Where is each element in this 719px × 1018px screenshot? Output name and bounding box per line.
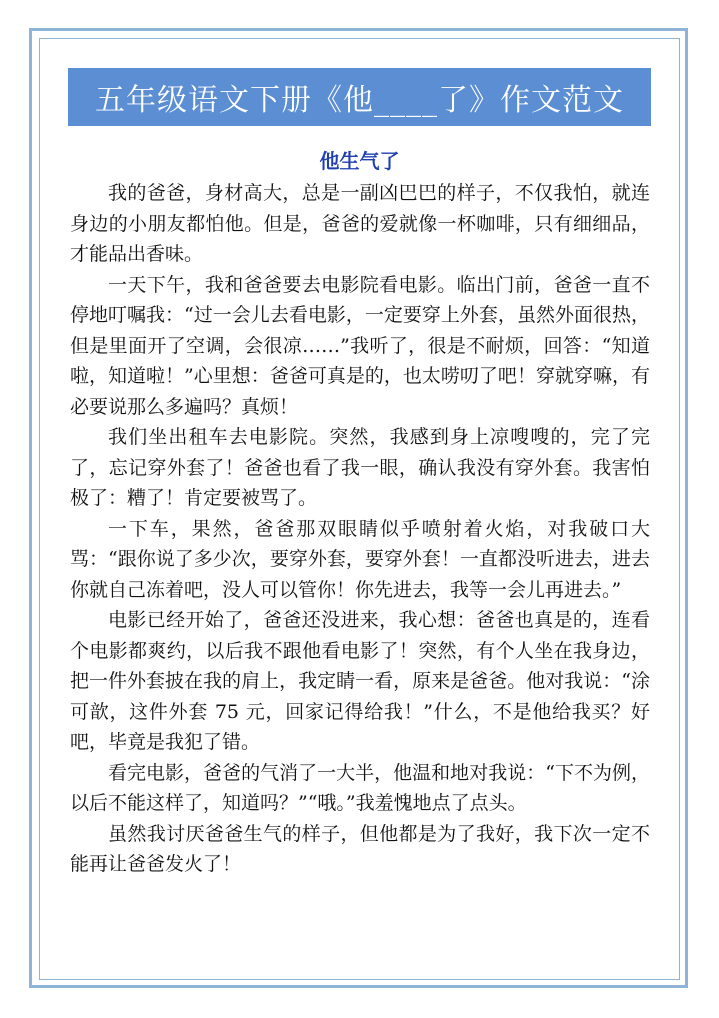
paragraph: 一天下午，我和爸爸要去电影院看电影。临出门前，爸爸一直不停地叮嘱我：“过一会儿去看电影，一定要穿上外套，虽然外面很热，但是里面开了空调，会很凉……”我听了，很是不耐烦，回答：“知道啦，知道啦！”心里想：爸爸可真是的，也太唠叨了吧！穿就穿嘛，有必要说那么多遍吗？真烦！ [70, 273, 650, 418]
header-title: 五年级语文下册《他____了》作文范文 [95, 83, 624, 118]
paragraph: 我的爸爸，身材高大，总是一副凶巴巴的样子，不仅我怕，就连身边的小朋友都怕他。但是，爸爸的爱就像一杯咖啡，只有细细品，才能品出香味。 [70, 182, 650, 265]
essay-title: 他生气了 [319, 149, 400, 173]
essay-body [70, 178, 650, 880]
paragraph: 虽然我讨厌爸爸生气的样子，但他都是为了我好，我下次一定不能再让爸爸发火了！ [70, 822, 650, 875]
paragraph: 我们坐出租车去电影院。突然，我感到身上凉嗖嗖的，完了完了，忘记穿外套了！爸爸也看了我一眼，确认我没有穿外套。我害怕极了：糟了！肯定要被骂了。 [70, 426, 650, 509]
paragraph: 看完电影，爸爸的气消了一大半，他温和地对我说：“下不为例，以后不能这样了，知道吗？”“哦。”我羞愧地点了点头。 [70, 761, 650, 814]
paragraph: 一下车，果然，爸爸那双眼睛似乎喷射着火焰，对我破口大骂：“跟你说了多少次，要穿外套，要穿外套！一直都没听进去，进去你就自己冻着吧，没人可以管你！你先进去，我等一会儿再进去。” [70, 517, 650, 601]
header-banner [68, 68, 651, 126]
paragraph: 电影已经开始了，爸爸还没进来，我心想：爸爸也真是的，连看个电影都爽约，以后我不跟他看电影了！突然，有个人坐在我身边，把一件外套披在我的肩上，我定睛一看，原来是爸爸。他对我说：“涂可歆，这件外套 75 元，回家记得给我！”什么，不是他给我买？好吧，毕竟是我犯了错。 [70, 609, 650, 753]
